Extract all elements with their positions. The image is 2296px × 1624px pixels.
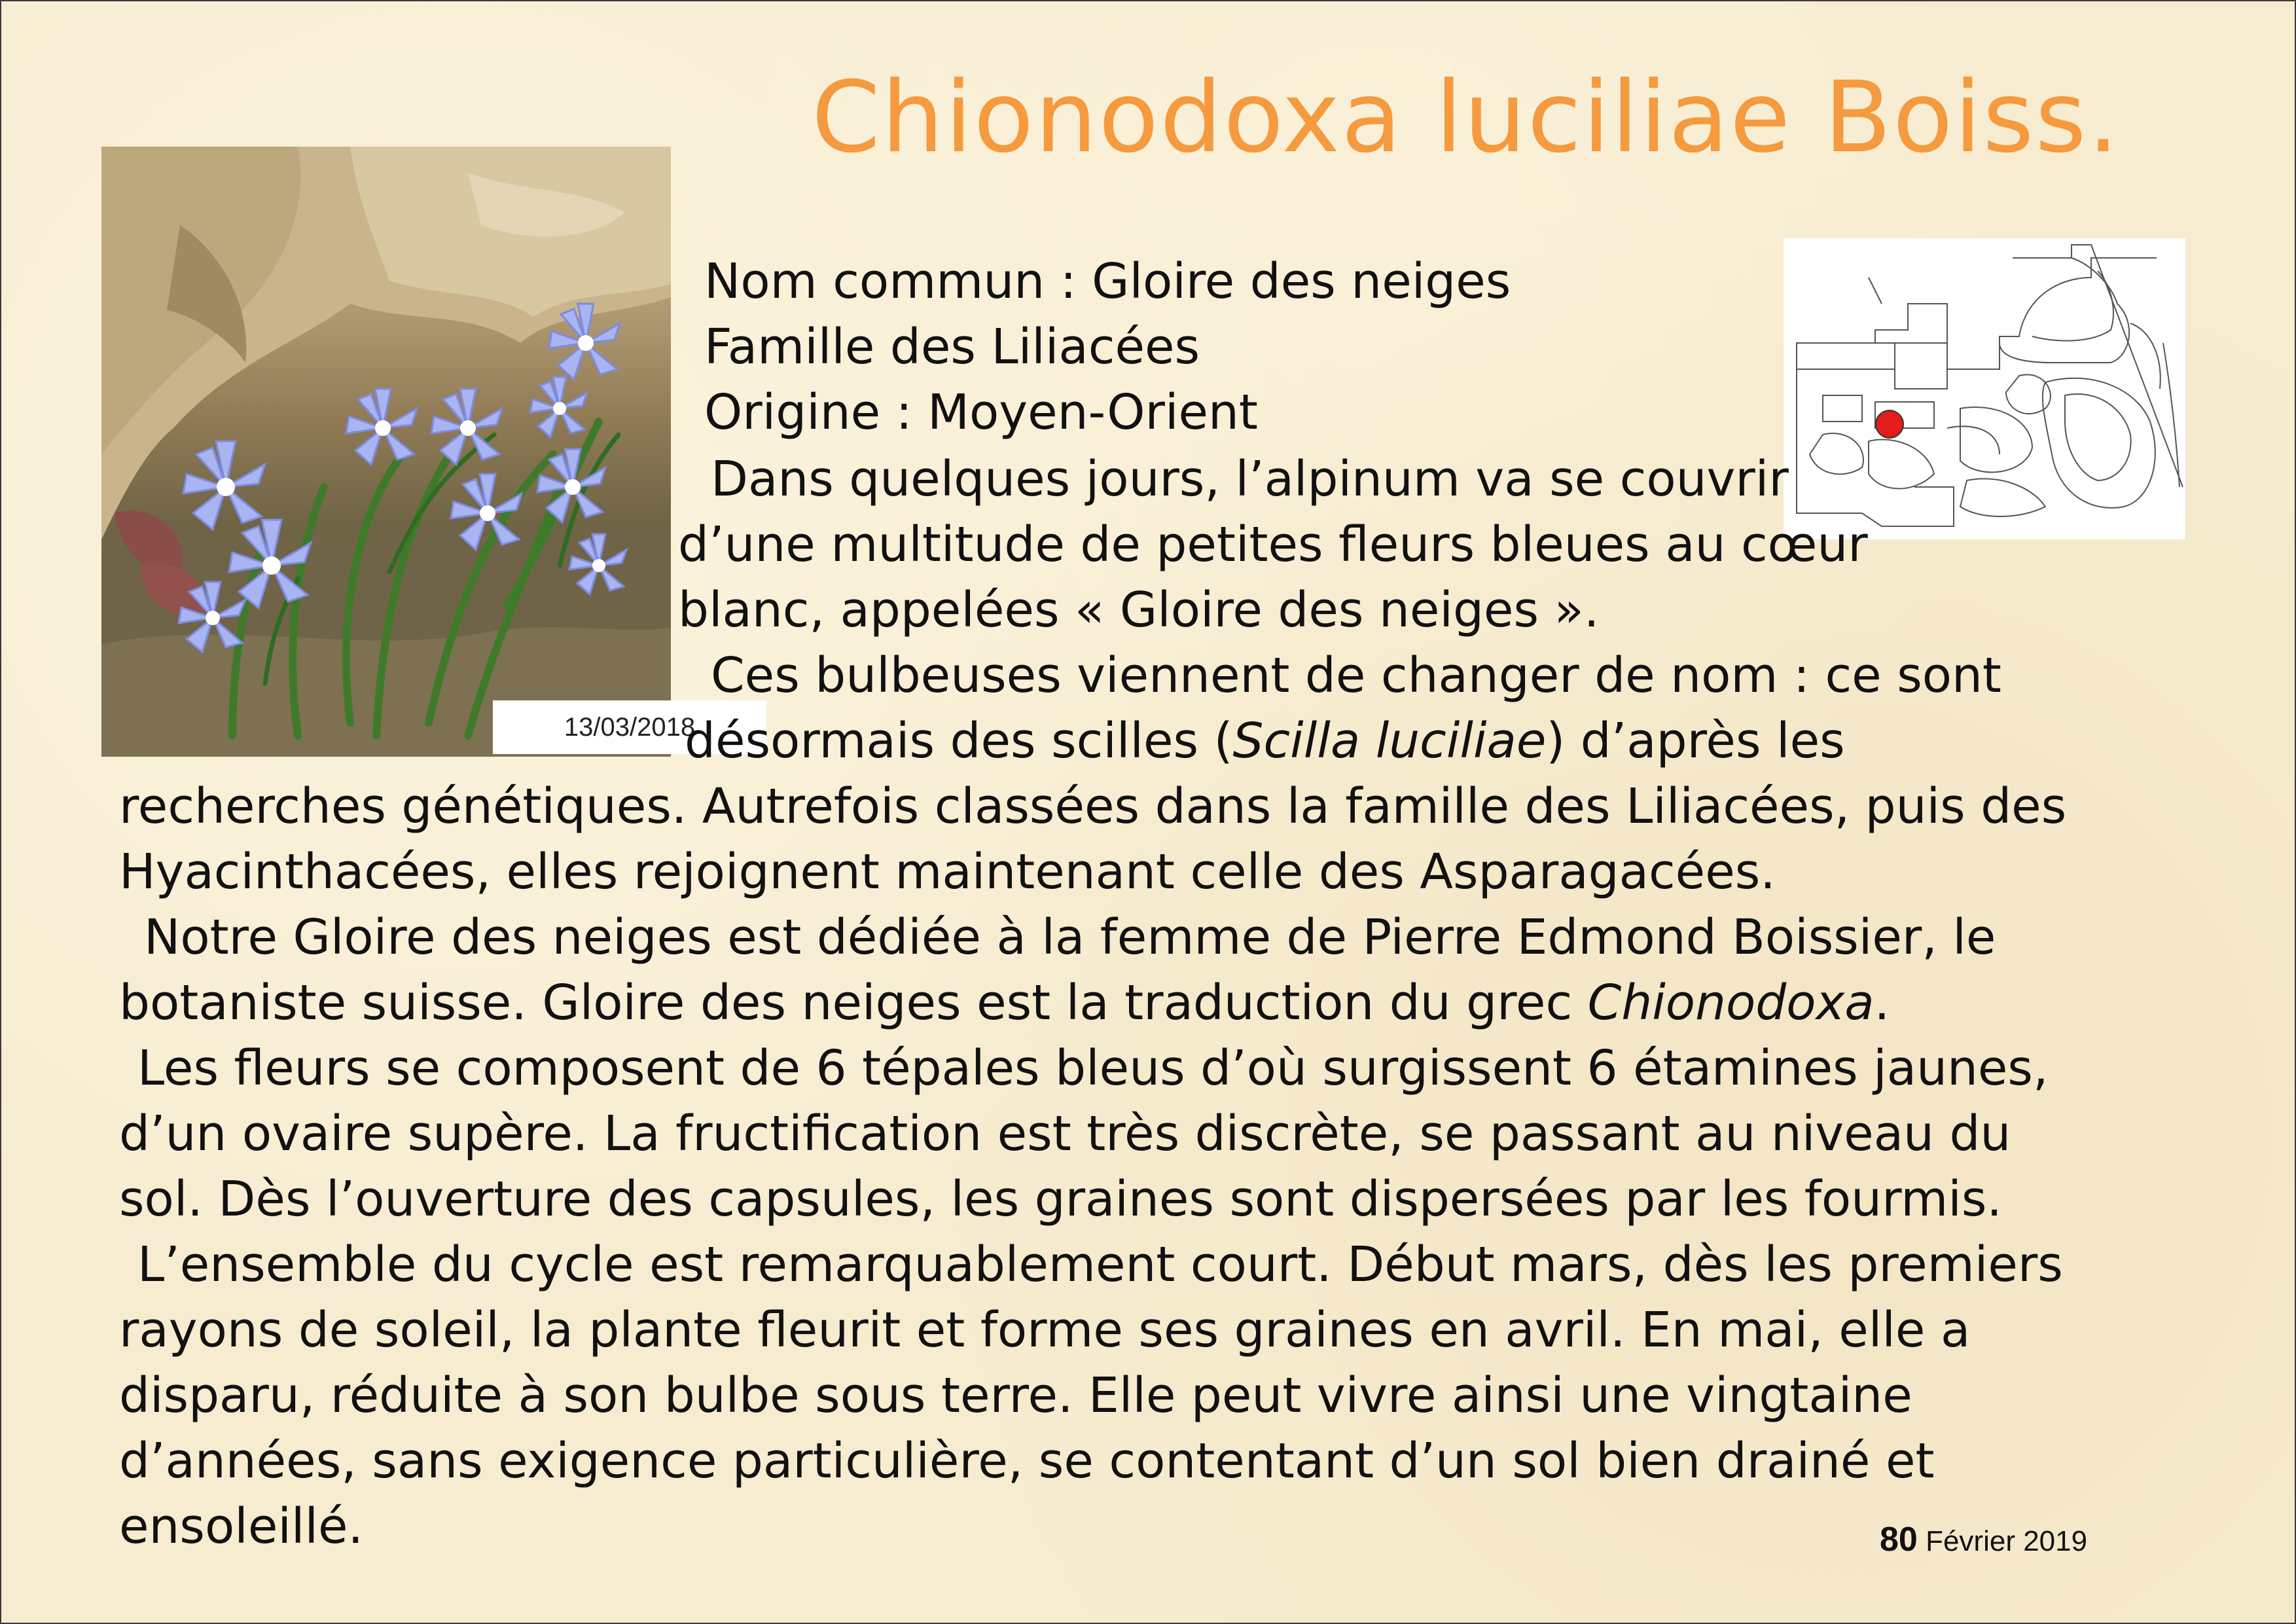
body-line: d’années, sans exigence particulière, se contentant d’un sol bien drainé et bbox=[119, 1433, 1935, 1489]
page-title: Chionodoxa luciliae Boiss. bbox=[812, 61, 2121, 175]
page-number: 80 bbox=[1880, 1521, 1918, 1559]
body-line bbox=[685, 708, 1845, 774]
body-line: rayons de soleil, la plante fleurit et forme ses graines en avril. En mai, elle a bbox=[119, 1302, 1971, 1358]
plant-family: Famille des Liliacées bbox=[704, 319, 1200, 375]
body-line: Ces bulbeuses viennent de changer de nom : ce sont bbox=[711, 647, 2001, 704]
body-text: . bbox=[1874, 975, 1890, 1031]
body-line: ensoleillé. bbox=[119, 1498, 364, 1555]
garden-map-drawing bbox=[1784, 238, 2185, 539]
location-marker bbox=[1876, 410, 1903, 438]
photo-date-label: 13/03/2018 bbox=[493, 700, 766, 754]
body-line: Les fleurs se composent de 6 tépales bleus d’où surgissent 6 étamines jaunes, bbox=[137, 1040, 2049, 1096]
body-line bbox=[119, 970, 1890, 1036]
scientific-name: Scilla luciliae bbox=[1232, 713, 1547, 769]
body-line: sol. Dès l’ouverture des capsules, les graines sont dispersées par les fourmis. bbox=[119, 1171, 2002, 1227]
body-line: L’ensemble du cycle est remarquablement court. Début mars, dès les premiers bbox=[137, 1236, 2063, 1293]
common-name: Nom commun : Gloire des neiges bbox=[704, 253, 1511, 310]
publication-date: Février 2019 bbox=[1926, 1525, 2088, 1557]
plant-photo-illustration bbox=[101, 147, 671, 757]
page-footer bbox=[1880, 1520, 2087, 1559]
scientific-name: Chionodoxa bbox=[1587, 975, 1874, 1031]
body-line: d’une multitude de petites fleurs bleues au cœur bbox=[678, 516, 1868, 573]
body-line: Dans quelques jours, l’alpinum va se couvrir bbox=[711, 451, 1789, 507]
body-line: Notre Gloire des neiges est dédiée à la femme de Pierre Edmond Boissier, le bbox=[144, 909, 1996, 965]
body-line: d’un ovaire supère. La fructification est très discrète, se passant au niveau du bbox=[119, 1106, 2011, 1162]
plant-photo bbox=[101, 147, 696, 757]
body-text: ) d’après les bbox=[1546, 713, 1845, 769]
body-line: Hyacinthacées, elles rejoignent maintenant celle des Asparagacées. bbox=[119, 844, 1776, 900]
body-line: blanc, appelées « Gloire des neiges ». bbox=[678, 582, 1600, 638]
garden-location-map bbox=[1784, 238, 2185, 539]
body-text: désormais des scilles ( bbox=[685, 713, 1233, 769]
body-line: disparu, réduite à son bulbe sous terre. Elle peut vivre ainsi une vingtaine bbox=[119, 1367, 1912, 1424]
body-line: recherches génétiques. Autrefois classées dans la famille des Liliacées, puis des bbox=[119, 778, 2067, 835]
plant-origin: Origine : Moyen-Orient bbox=[704, 384, 1258, 441]
body-text: botaniste suisse. Gloire des neiges est la traduction du grec bbox=[119, 975, 1588, 1031]
